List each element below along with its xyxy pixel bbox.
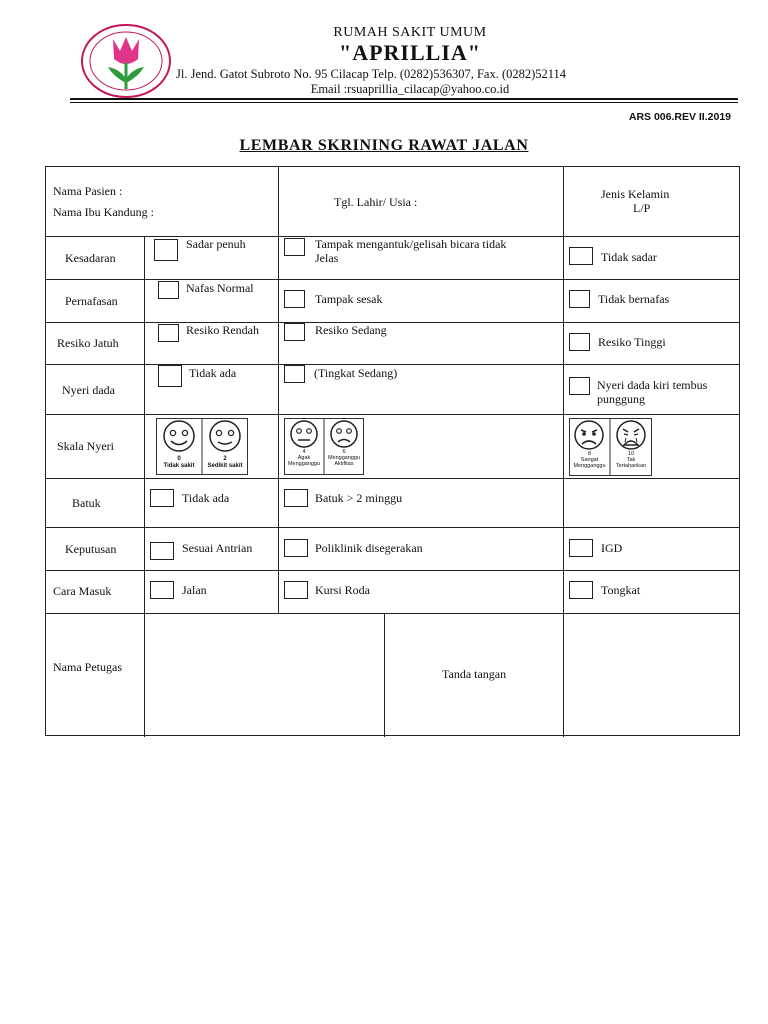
face-2-icon bbox=[210, 421, 240, 451]
option-tidak-ada-nyeri: Tidak ada bbox=[189, 366, 237, 380]
hospital-name: "APRILLIA" bbox=[339, 40, 481, 65]
face-0-number: 0 bbox=[177, 456, 181, 462]
checkbox-kursi-roda[interactable] bbox=[284, 581, 308, 599]
row-label-kesadaran: Kesadaran bbox=[65, 251, 116, 265]
checkbox-tampak-sesak[interactable] bbox=[284, 290, 305, 308]
row-divider bbox=[46, 570, 739, 571]
row-divider bbox=[46, 322, 739, 323]
checkbox-tongkat[interactable] bbox=[569, 581, 593, 599]
option-tidak-sadar: Tidak sadar bbox=[601, 250, 657, 264]
gender-value: L/P bbox=[633, 201, 651, 215]
option-tongkat: Tongkat bbox=[601, 583, 641, 597]
face-0-label: Tidak sakit bbox=[163, 463, 195, 469]
row-label-resiko-jatuh: Resiko Jatuh bbox=[57, 336, 119, 350]
option-resiko-tinggi: Resiko Tinggi bbox=[598, 335, 666, 349]
checkbox-jalan[interactable] bbox=[150, 581, 174, 599]
checkbox-tidak-ada-nyeri[interactable] bbox=[158, 365, 182, 387]
form-title bbox=[0, 137, 768, 155]
row-label-batuk: Batuk bbox=[72, 496, 101, 510]
face-8-icon bbox=[575, 421, 603, 449]
col-divider bbox=[563, 167, 564, 737]
option-tingkat-sedang: (Tingkat Sedang) bbox=[314, 366, 398, 380]
face-8-label-2: Mengganggu bbox=[573, 463, 606, 469]
face-10-label: Tak bbox=[626, 457, 636, 463]
face-4-icon bbox=[291, 421, 317, 447]
signature-label: Tanda tangan bbox=[442, 667, 507, 681]
document-code: ARS 006.REV II.2019 bbox=[628, 111, 731, 123]
row-divider bbox=[46, 414, 739, 415]
face-2-label: Sedikit sakit bbox=[207, 463, 243, 469]
option-tidak-ada-batuk: Tidak ada bbox=[182, 491, 230, 505]
screening-table bbox=[45, 166, 740, 736]
face-10-label-2: Tertahankan bbox=[615, 463, 647, 469]
row-divider bbox=[46, 279, 739, 280]
checkbox-tampak-mengantuk[interactable] bbox=[284, 238, 305, 256]
hospital-email: Email :rsuaprillia_cilacap@yahoo.co.id bbox=[310, 82, 510, 96]
option-resiko-rendah: Resiko Rendah bbox=[186, 323, 259, 337]
checkbox-sesuai-antrian[interactable] bbox=[150, 542, 174, 560]
face-4-number: 4 bbox=[302, 449, 306, 455]
face-6-label: Mengganggu bbox=[327, 455, 361, 461]
option-sadar-penuh: Sadar penuh bbox=[186, 237, 246, 251]
checkbox-tingkat-sedang[interactable] bbox=[284, 365, 305, 383]
row-divider bbox=[46, 527, 739, 528]
face-10-number: 10 bbox=[627, 451, 635, 457]
checkbox-resiko-sedang[interactable] bbox=[284, 323, 305, 341]
face-10-icon bbox=[617, 421, 645, 449]
option-tampak-mengantuk: Tampak mengantuk/gelisah bicara tidak bbox=[315, 237, 507, 251]
face-6-label-2: Aktifitas bbox=[334, 461, 354, 467]
mother-name-label: Nama Ibu Kandung : bbox=[53, 205, 154, 219]
institution-type: RUMAH SAKIT UMUM bbox=[333, 25, 487, 40]
row-label-skala-nyeri: Skala Nyeri bbox=[57, 439, 114, 453]
option-batuk-2-minggu: Batuk > 2 minggu bbox=[315, 491, 403, 505]
face-6-number: 6 bbox=[342, 449, 346, 455]
header-rule-thin bbox=[70, 102, 738, 103]
gender-label: Jenis Kelamin bbox=[601, 187, 670, 201]
checkbox-tidak-sadar[interactable] bbox=[569, 247, 593, 265]
checkbox-igd[interactable] bbox=[569, 539, 593, 557]
patient-name-label: Nama Pasien : bbox=[53, 184, 123, 198]
dob-age-label: Tgl. Lahir/ Usia : bbox=[334, 195, 418, 209]
face-4-label: Agak bbox=[297, 455, 311, 461]
checkbox-resiko-tinggi[interactable] bbox=[569, 333, 590, 351]
col-divider bbox=[278, 167, 279, 613]
option-resiko-sedang: Resiko Sedang bbox=[315, 323, 387, 337]
option-nafas-normal: Nafas Normal bbox=[186, 281, 254, 295]
col-divider bbox=[384, 613, 385, 737]
row-divider bbox=[46, 364, 739, 365]
row-label-pernafasan: Pernafasan bbox=[65, 294, 118, 308]
option-nyeri-dada-kiri-cont: punggung bbox=[597, 392, 645, 406]
checkbox-batuk-2-minggu[interactable] bbox=[284, 489, 308, 507]
option-tampak-sesak: Tampak sesak bbox=[315, 292, 383, 306]
hospital-address: Jl. Jend. Gatot Subroto No. 95 Cilacap Telp. (0282)536307, Fax. (0282)52114 bbox=[176, 67, 567, 81]
option-igd: IGD bbox=[601, 541, 623, 555]
row-label-cara-masuk: Cara Masuk bbox=[53, 584, 112, 598]
form-title-text: LEMBAR SKRINING RAWAT JALAN bbox=[239, 137, 529, 154]
option-tampak-mengantuk-cont: Jelas bbox=[315, 251, 339, 265]
row-label-nama-petugas: Nama Petugas bbox=[53, 660, 122, 674]
checkbox-sadar-penuh[interactable] bbox=[154, 239, 178, 261]
face-8-label: Sangat bbox=[580, 457, 599, 463]
option-sesuai-antrian: Sesuai Antrian bbox=[182, 541, 253, 555]
checkbox-tidak-bernafas[interactable] bbox=[569, 290, 590, 308]
face-6-icon bbox=[331, 421, 357, 447]
option-tidak-bernafas: Tidak bernafas bbox=[598, 292, 670, 306]
row-label-keputusan: Keputusan bbox=[65, 542, 117, 556]
checkbox-nafas-normal[interactable] bbox=[158, 281, 179, 299]
row-divider bbox=[46, 613, 739, 614]
checkbox-poliklinik-disegerakan[interactable] bbox=[284, 539, 308, 557]
checkbox-nyeri-dada-kiri[interactable] bbox=[569, 377, 590, 395]
col-divider bbox=[144, 236, 145, 737]
option-kursi-roda: Kursi Roda bbox=[315, 583, 370, 597]
checkbox-tidak-ada-batuk[interactable] bbox=[150, 489, 174, 507]
face-0-icon bbox=[164, 421, 194, 451]
face-4-label-2: Mengganggu bbox=[287, 461, 321, 467]
option-nyeri-dada-kiri: Nyeri dada kiri tembus bbox=[597, 378, 708, 392]
option-jalan: Jalan bbox=[182, 583, 207, 597]
row-label-nyeri-dada: Nyeri dada bbox=[62, 383, 115, 397]
row-divider bbox=[46, 478, 739, 479]
face-8-number: 8 bbox=[587, 451, 592, 457]
face-2-number: 2 bbox=[223, 456, 227, 462]
checkbox-resiko-rendah[interactable] bbox=[158, 324, 179, 342]
option-poliklinik-disegerakan: Poliklinik disegerakan bbox=[315, 541, 423, 555]
header-rule bbox=[70, 98, 738, 100]
